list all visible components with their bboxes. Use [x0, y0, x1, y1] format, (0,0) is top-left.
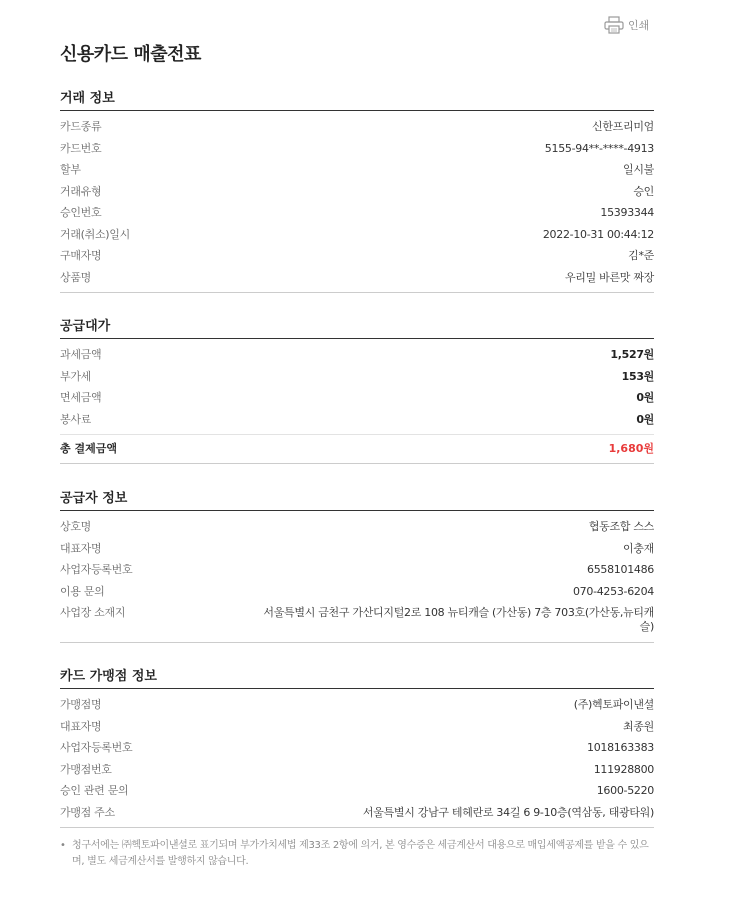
total-amount-row [60, 434, 654, 464]
row-label: 대표자명 [60, 719, 102, 733]
row-value: 111928800 [593, 762, 654, 776]
section-title: 카드 가맹점 정보 [60, 668, 654, 689]
amount-row-service-charge [60, 409, 654, 431]
amount-row-tax-free [60, 387, 654, 409]
page-title: 신용카드 매출전표 [60, 44, 201, 65]
row-value: 승인 [633, 184, 654, 198]
section-divider [60, 292, 654, 293]
info-row-address [60, 602, 654, 634]
row-value: 신한프리미엄 [592, 120, 654, 133]
supply-section [60, 318, 654, 464]
bullet: • [60, 840, 66, 851]
row-label: 상품명 [60, 270, 91, 284]
row-value: 1018163383 [587, 741, 654, 754]
row-label: 이용 문의 [60, 584, 105, 598]
row-label: 승인 관련 문의 [60, 784, 129, 797]
row-label: 가맹점번호 [60, 762, 112, 776]
row-value: 서울특별시 강남구 테헤란로 34길 6 9-10층(역삼동, 태광타워) [362, 805, 654, 819]
row-label: 거래유형 [60, 184, 102, 198]
amount-row-vat [60, 366, 654, 388]
amount-row-taxable [60, 344, 654, 366]
info-row-merchant-address [60, 802, 654, 824]
info-row-business-number [60, 559, 654, 581]
row-label: 카드번호 [60, 141, 102, 155]
info-row-merchant-number [60, 759, 654, 781]
info-row-transaction-type [60, 181, 654, 203]
row-value: 15393344 [600, 206, 654, 219]
row-label: 가맹점 주소 [60, 805, 115, 819]
info-row-business-number [60, 737, 654, 759]
row-value: 153원 [621, 369, 654, 383]
row-label: 구매자명 [60, 249, 102, 262]
print-label: 인쇄 [628, 19, 650, 32]
row-value: 5155-94**-****-4913 [544, 141, 654, 155]
total-value: 1,680원 [608, 442, 654, 455]
row-value: (주)헥토파이낸셜 [573, 698, 654, 711]
merchant-section [60, 668, 654, 828]
row-label: 상호명 [60, 520, 91, 533]
row-label: 봉사료 [60, 412, 91, 426]
info-row-card-number [60, 138, 654, 160]
info-row-merchant-name [60, 694, 654, 716]
row-value: 2022-10-31 00:44:12 [542, 227, 654, 241]
row-label: 사업장 소재지 [60, 606, 126, 619]
row-value: 0원 [636, 412, 654, 426]
print-button[interactable] [604, 16, 649, 34]
supplier-section [60, 490, 654, 643]
info-row-product [60, 267, 654, 289]
row-value: 1600-5220 [596, 784, 654, 797]
row-value: 김*준 [628, 249, 654, 262]
row-value: 우리밀 바른맛 짜장 [564, 270, 654, 284]
section-divider [60, 642, 654, 643]
info-row-approval-contact [60, 780, 654, 802]
notice-body: 청구서에는 ㈜헥토파이낸셜로 표기되며 부가가치세법 제33조 2항에 의거, 본 영수증은 세금계산서 대용으로 매입세액공제를 받을 수 있으며, 별도 세금계산서를 발행하지 않습니다. [72, 840, 649, 867]
row-label: 면세금액 [60, 391, 102, 404]
row-value: 0원 [636, 391, 654, 404]
row-value: 최종원 [623, 719, 654, 733]
row-label: 카드종류 [60, 120, 102, 133]
row-label: 가맹점명 [60, 698, 102, 711]
section-title: 공급자 정보 [60, 490, 654, 511]
info-row-card-type [60, 116, 654, 138]
info-row-datetime [60, 224, 654, 246]
section-title: 공급대가 [60, 318, 654, 339]
row-value: 1,527원 [610, 348, 654, 361]
transaction-section [60, 90, 654, 293]
section-divider [60, 827, 654, 828]
info-row-representative [60, 538, 654, 560]
row-label: 거래(취소)일시 [60, 227, 130, 241]
row-value: 서울특별시 금천구 가산디지털2로 108 뉴티캐슬 (가산동) 7층 703호(가산동,뉴티캐슬) [263, 606, 654, 633]
row-label: 할부 [60, 163, 81, 176]
section-title: 거래 정보 [60, 90, 654, 111]
row-label: 사업자등록번호 [60, 741, 133, 754]
printer-icon [604, 16, 624, 34]
info-row-representative [60, 716, 654, 738]
notice-text [60, 838, 654, 870]
info-row-installment [60, 159, 654, 181]
row-label: 사업자등록번호 [60, 563, 133, 576]
row-value: 협동조합 스스 [588, 520, 654, 533]
row-label: 부가세 [60, 369, 91, 383]
info-row-company-name [60, 516, 654, 538]
info-row-approval-number [60, 202, 654, 224]
row-label: 과세금액 [60, 348, 102, 361]
row-value: 일시불 [623, 163, 654, 176]
row-value: 이충재 [623, 541, 654, 555]
row-label: 승인번호 [60, 206, 102, 219]
row-value: 070-4253-6204 [572, 584, 654, 598]
row-value: 6558101486 [587, 563, 654, 576]
info-row-buyer [60, 245, 654, 267]
row-label: 대표자명 [60, 541, 102, 555]
total-label: 총 결제금액 [60, 442, 117, 455]
info-row-contact [60, 581, 654, 603]
